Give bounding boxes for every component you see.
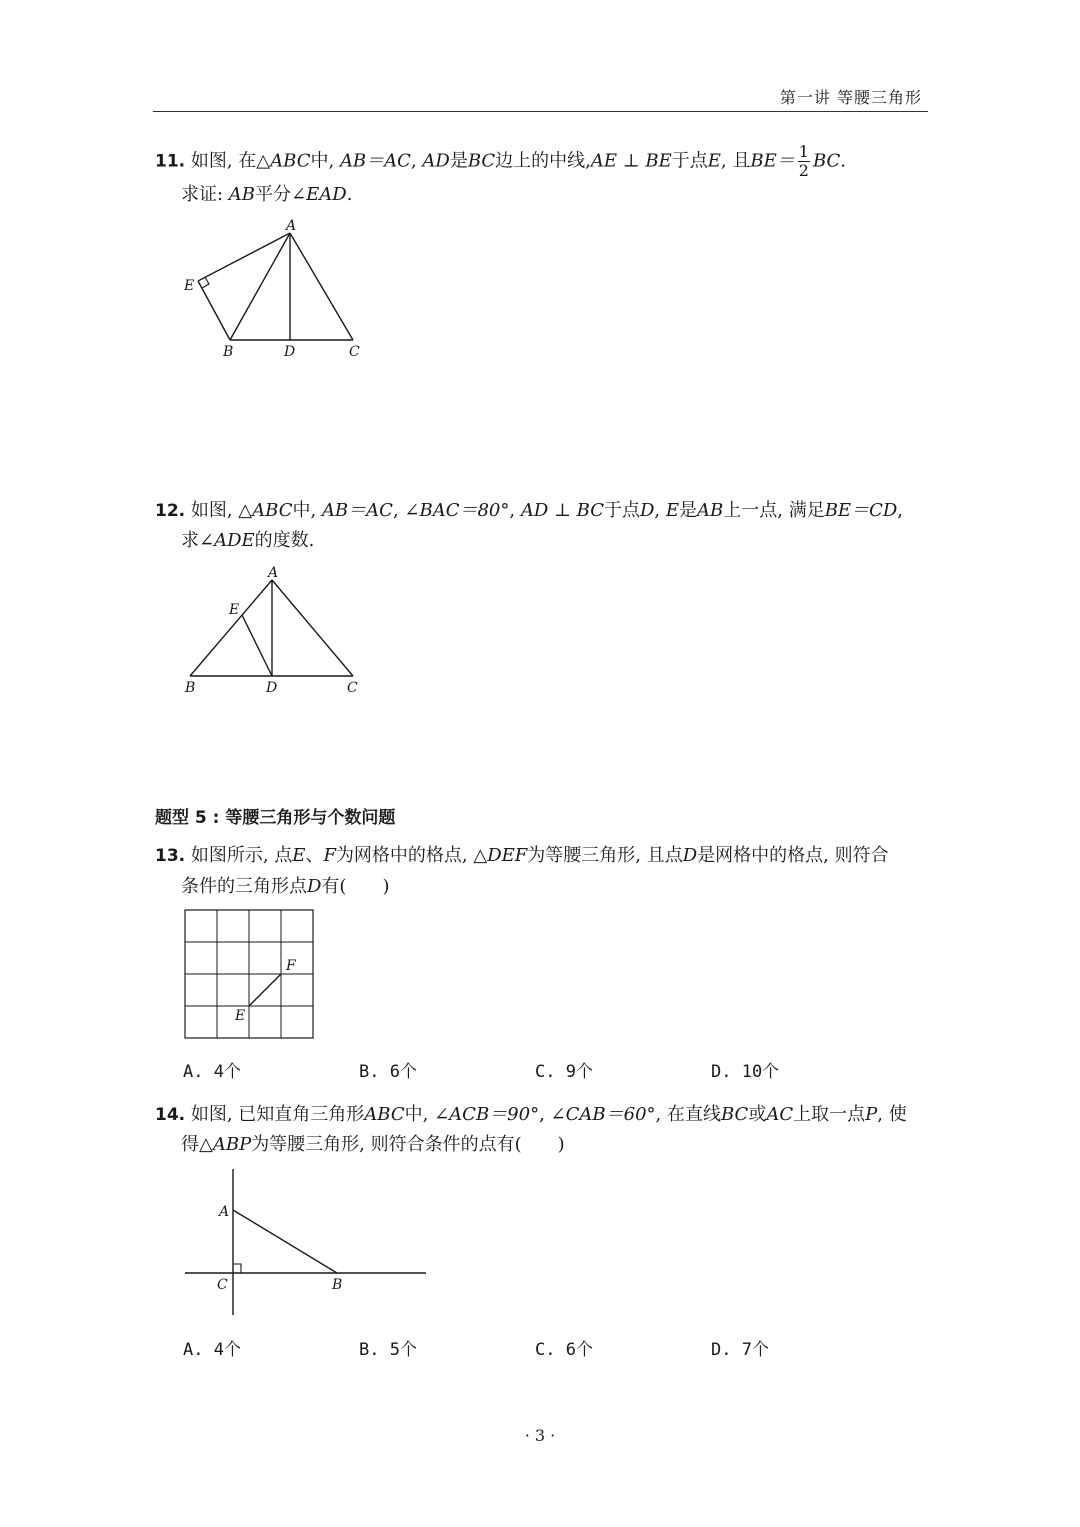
q12-text: 是 [679, 500, 698, 521]
q11-text: , 且 [720, 150, 751, 172]
q13-grid-figure [180, 905, 320, 1045]
q11-math: BC [467, 150, 496, 172]
segment-ef [249, 974, 281, 1006]
label-b: B [185, 680, 196, 696]
q13-math: D [682, 845, 698, 866]
q14-math: P [865, 1104, 878, 1125]
label-e: E [235, 1008, 246, 1024]
q14-choice-c: C. 6个 [535, 1340, 593, 1360]
q13-text: 、 [305, 845, 324, 866]
q12-line-2 [181, 528, 314, 554]
label-a: A [268, 565, 279, 581]
q12-text: , [654, 500, 666, 521]
q12-text: , [509, 500, 521, 521]
q11-number: 11. [155, 151, 186, 172]
q12-text: 如图, [185, 500, 239, 521]
q12-text: 的度数. [254, 530, 315, 551]
q13-text: 为网格中的格点, [335, 845, 474, 866]
q14-text: 为等腰三角形, 则符合条件的点有( ) [251, 1134, 565, 1155]
segment-ab [233, 1210, 337, 1273]
label-a: A [219, 1204, 230, 1220]
q13-line-1 [155, 843, 889, 869]
q12-number: 12. [155, 501, 186, 521]
q13-choice-a: A. 4个 [183, 1062, 241, 1082]
q14-math: △ABP [199, 1134, 252, 1155]
q11-text: . [346, 184, 353, 205]
page-number: · 3 · [524, 1426, 556, 1445]
q14-line-2 [181, 1132, 565, 1158]
q14-math: AC [766, 1104, 794, 1125]
q14-text: , 使 [877, 1104, 907, 1125]
q14-choice-b: B. 5个 [359, 1340, 417, 1360]
label-b: B [223, 344, 234, 360]
q12-math: BE＝CD [824, 500, 898, 521]
label-d: D [266, 680, 278, 696]
label-e: E [229, 602, 240, 618]
q14-text: 或 [748, 1104, 767, 1125]
q14-math: ∠ACB＝90° [434, 1104, 540, 1125]
label-e: E [184, 278, 195, 294]
q14-choice-a: A. 4个 [183, 1340, 241, 1360]
q13-choice-b: B. 6个 [359, 1062, 417, 1082]
q12-figure [175, 562, 375, 702]
q13-text: 条件的三角形点 [181, 876, 307, 897]
q13-line-2 [181, 874, 389, 900]
q11-fraction [798, 143, 810, 180]
segment-ab [190, 580, 272, 676]
q11-text: 中, [310, 150, 340, 172]
q13-math: E [292, 845, 306, 866]
q12-text: 上一点, 满足 [723, 500, 825, 521]
q11-figure [180, 215, 380, 365]
q11-math: AB [228, 184, 256, 205]
q14-text: , [539, 1104, 551, 1125]
q11-math: ∠EAD [291, 184, 347, 205]
segment-ed [242, 615, 272, 676]
q12-text: 中, [292, 500, 322, 521]
label-c: C [347, 680, 358, 696]
label-d: D [284, 344, 296, 360]
q11-text: 于点 [671, 150, 708, 172]
right-angle-mark [233, 1264, 241, 1273]
q11-math: AB＝AC [339, 150, 411, 172]
q11-line-1 [155, 143, 846, 180]
label-c: C [217, 1277, 228, 1293]
q11-text: 边上的中线, [495, 150, 591, 172]
q11-line-2 [181, 182, 352, 208]
q13-choice-c: C. 9个 [535, 1062, 593, 1082]
q12-math: AB＝AC [321, 500, 393, 521]
q14-math: BC [721, 1104, 749, 1125]
label-b: B [332, 1277, 343, 1293]
q13-math: △DEF [473, 845, 528, 866]
q13-text: 如图所示, 点 [185, 845, 293, 866]
q11-math: BC [812, 150, 841, 172]
label-c: C [349, 344, 360, 360]
q11-text: 平分 [255, 184, 292, 205]
q13-math: D [307, 876, 322, 897]
q11-math: △ABC [256, 150, 311, 172]
q12-math: ∠ADE [199, 530, 255, 551]
q14-text: 上取一点 [793, 1104, 866, 1125]
q14-text: 如图, 已知直角三角形 [185, 1104, 365, 1125]
q12-math: △ABC [238, 500, 293, 521]
q12-text: , [392, 500, 405, 521]
q12-math: D [639, 500, 655, 521]
segment-eb [198, 281, 230, 340]
q12-text: 于点 [603, 500, 640, 521]
q14-text: 得 [181, 1134, 199, 1155]
q11-math: AD [422, 150, 450, 172]
q11-math: AE ⊥ BE [590, 150, 672, 172]
q12-math: AB [697, 500, 724, 521]
header-rule [153, 111, 928, 112]
segment-ac [290, 233, 353, 340]
section-5-title: 题型 5 : 等腰三角形与个数问题 [155, 808, 396, 828]
q12-text: , [897, 500, 904, 521]
segment-ac [272, 580, 353, 676]
fraction-denominator: 2 [798, 161, 809, 180]
q13-choice-d: D. 10个 [711, 1062, 780, 1082]
q13-text: 为等腰三角形, 且点 [527, 845, 683, 866]
q13-number: 13. [155, 846, 186, 866]
q14-text: 中, [404, 1104, 435, 1125]
q12-math: E [665, 500, 680, 521]
q13-math: F [323, 845, 336, 866]
q11-text: 如图, 在 [185, 150, 257, 172]
q12-math: AD ⊥ BC [520, 500, 604, 521]
header-title: 第一讲 等腰三角形 [779, 88, 922, 107]
q14-number: 14. [155, 1105, 186, 1125]
q11-math: E [707, 150, 721, 172]
q11-text: , [410, 150, 423, 172]
q12-line-1 [155, 498, 903, 524]
q11-math: BE＝ [750, 150, 795, 172]
q11-text: . [840, 150, 847, 172]
q12-math: ∠BAC＝80° [404, 500, 510, 521]
q14-line-1 [155, 1102, 907, 1128]
q13-text: 有( ) [321, 876, 390, 897]
q14-math: ∠CAB＝60° [550, 1104, 656, 1125]
fraction-numerator: 1 [798, 142, 809, 161]
q14-text: , 在直线 [655, 1104, 721, 1125]
q14-math: ABC [364, 1104, 405, 1125]
q14-figure [180, 1165, 435, 1320]
q13-text: 是网格中的格点, 则符合 [697, 845, 889, 866]
q12-text: 求 [181, 530, 199, 551]
label-f: F [286, 958, 296, 974]
q11-text: 求证: [181, 184, 229, 205]
q14-choice-d: D. 7个 [711, 1340, 769, 1360]
q11-text: 是 [449, 150, 468, 172]
label-a: A [286, 218, 297, 234]
